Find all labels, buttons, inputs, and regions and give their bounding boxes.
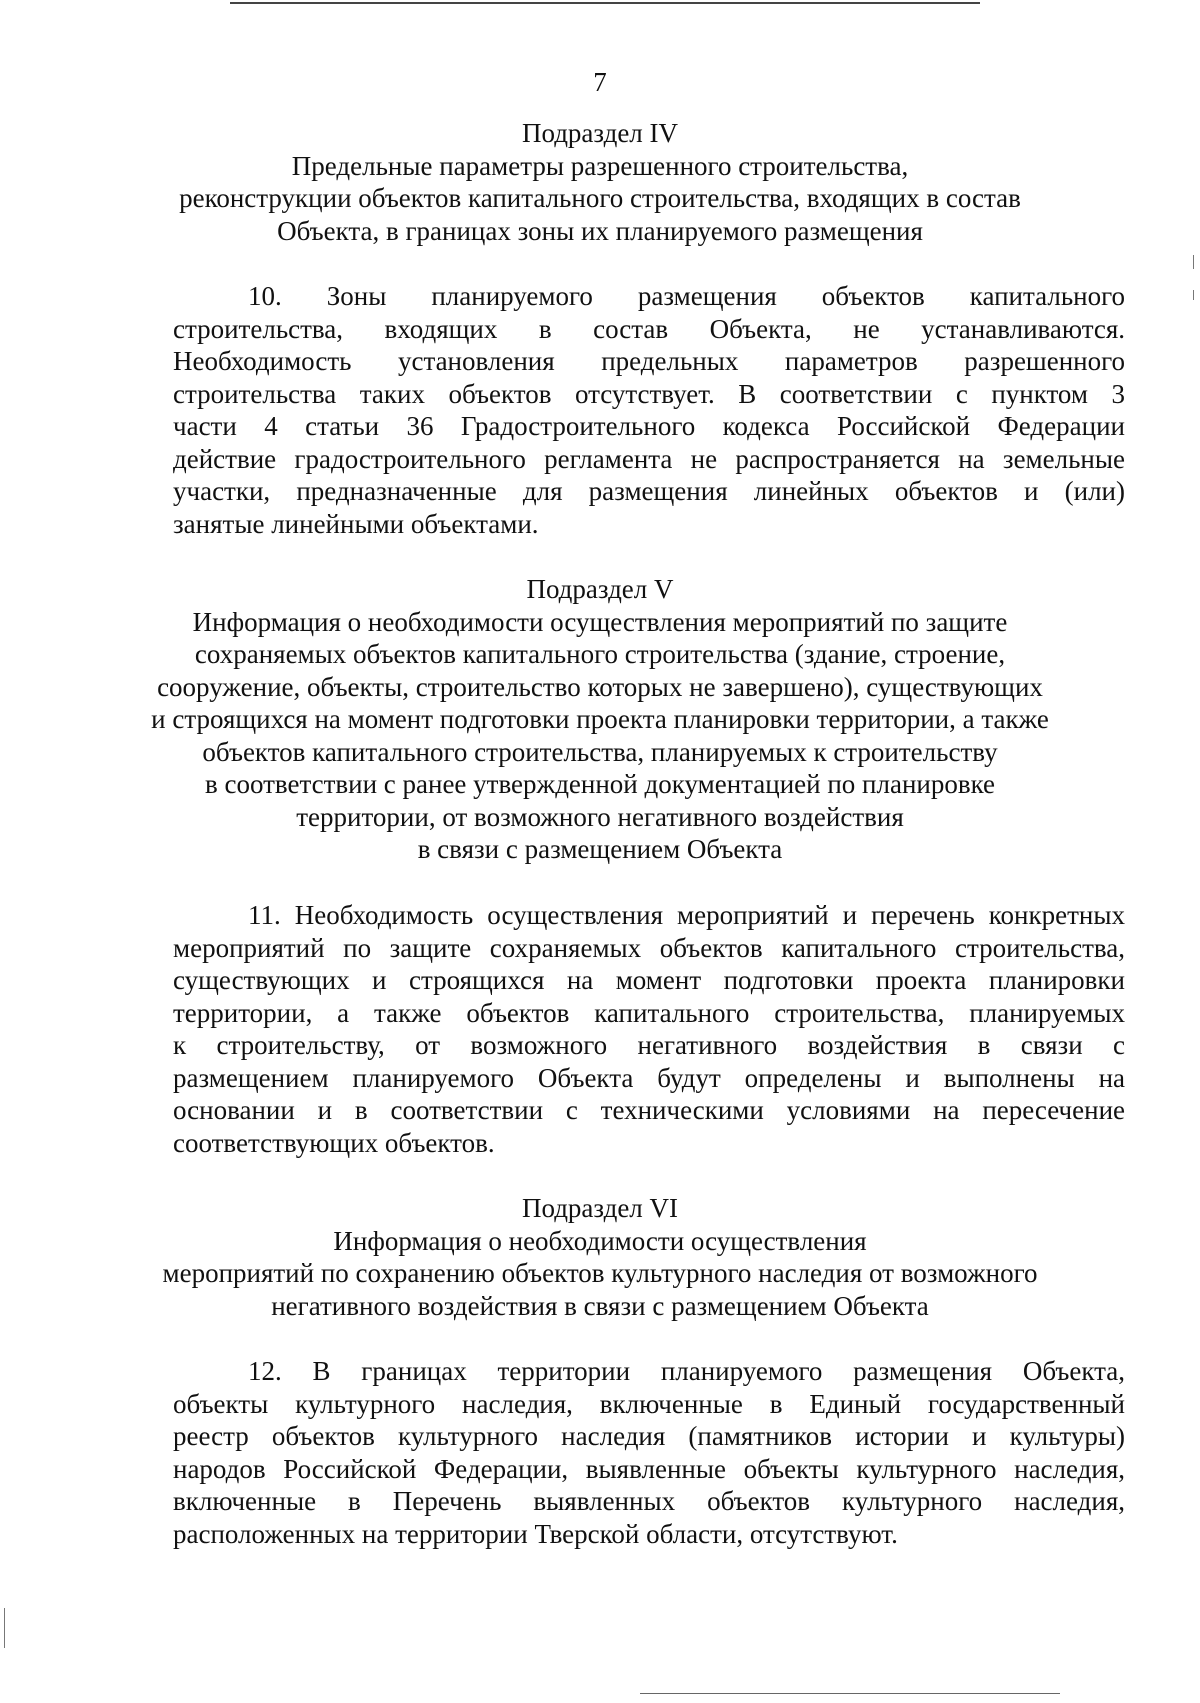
paragraph-line: строительства таких объектов отсутствует. В соответствии с пунктом 3 [173,378,1125,409]
paragraph-line: Необходимость установления предельных параметров разрешенного [173,346,1125,376]
heading-line: Объекта, в границах зоны их планируемого размещения [277,215,923,246]
paragraph-line: части 4 статьи 36 Градостроительного кодекса Российской Федерации [173,411,1125,441]
heading-line: и строящихся на момент подготовки проекта планировки территории, а также [151,704,1049,734]
heading-line: сооружение, объекты, строительство которых не завершено), существующих [157,671,1043,702]
heading-line: мероприятий по сохранению объектов культурного наследия от возможного [162,1258,1038,1288]
scan-artifact [4,1608,5,1648]
heading-line: Информация о необходимости осуществления [333,1225,867,1256]
paragraph [173,280,1125,540]
scan-border-top [230,2,980,4]
heading-line: Подраздел IV [521,118,679,148]
paragraph-line: к строительству, от возможного негативного воздействия в связи с [173,1030,1125,1060]
section-heading [150,117,1050,247]
paragraph-line: действие градостроительного регламента не распространяется на земельные [173,443,1125,474]
paragraph-line: основании и в соответствии с техническими условиями на пересечение [173,1095,1125,1125]
heading-line: объектов капитального строительства, планируемых к строительству [202,736,998,767]
heading-line: в связи с размещением Объекта [417,834,783,864]
heading-line: Информация о необходимости осуществления мероприятий по защите [192,606,1008,637]
paragraph-line: соответствующих объектов. [173,1127,495,1158]
paragraph-line: включенные в Перечень выявленных объектов культурного наследия, [173,1486,1125,1516]
scan-border-bottom [640,1693,1060,1694]
scan-artifact [1193,255,1194,269]
paragraph-line: народов Российской Федерации, выявленные объекты культурного наследия, [173,1453,1125,1484]
section-heading [150,573,1050,866]
paragraph-line: 12. В границах территории планируемого размещения Объекта, [248,1356,1125,1386]
heading-line: негативного воздействия в связи с размещением Объекта [271,1290,929,1321]
heading-line: Предельные параметры разрешенного строительства, [291,150,909,181]
paragraph-line: существующих и строящихся на момент подготовки проекта планировки [173,965,1125,995]
paragraph-line: 11. Необходимость осуществления мероприятий и перечень конкретных [248,900,1125,930]
heading-line: Подраздел V [526,574,674,604]
heading-line: в соответствии с ранее утвержденной документацией по планировке [204,769,996,799]
paragraph-line: занятые линейными объектами. [173,508,539,539]
paragraph-line: объекты культурного наследия, включенные в Единый государственный [173,1388,1125,1419]
paragraph-line: участки, предназначенные для размещения линейных объектов и (или) [173,476,1125,506]
paragraph [173,1355,1125,1550]
paragraph-line: размещением планируемого Объекта будут определены и выполнены на [173,1062,1125,1093]
page-number: 7 [593,67,607,97]
heading-line: территории, от возможного негативного воздействия [296,801,904,832]
heading-line: Подраздел VI [521,1193,679,1223]
scan-artifact [1193,290,1194,300]
paragraph-line: 10. Зоны планируемого размещения объектов капитального [248,281,1125,311]
paragraph-line: расположенных на территории Тверской области, отсутствуют. [173,1518,898,1549]
paragraph-line: строительства, входящих в состав Объекта, не устанавливаются. [173,313,1125,344]
paragraph-line: реестр объектов культурного наследия (памятников истории и культуры) [173,1421,1125,1451]
heading-line: реконструкции объектов капитального строительства, входящих в состав [179,183,1021,213]
paragraph-line: территории, а также объектов капитального строительства, планируемых [173,997,1125,1028]
heading-line: сохраняемых объектов капитального строительства (здание, строение, [194,639,1006,669]
section-heading [150,1192,1050,1322]
paragraph [173,899,1125,1159]
paragraph-line: мероприятий по защите сохраняемых объектов капитального строительства, [173,932,1125,963]
